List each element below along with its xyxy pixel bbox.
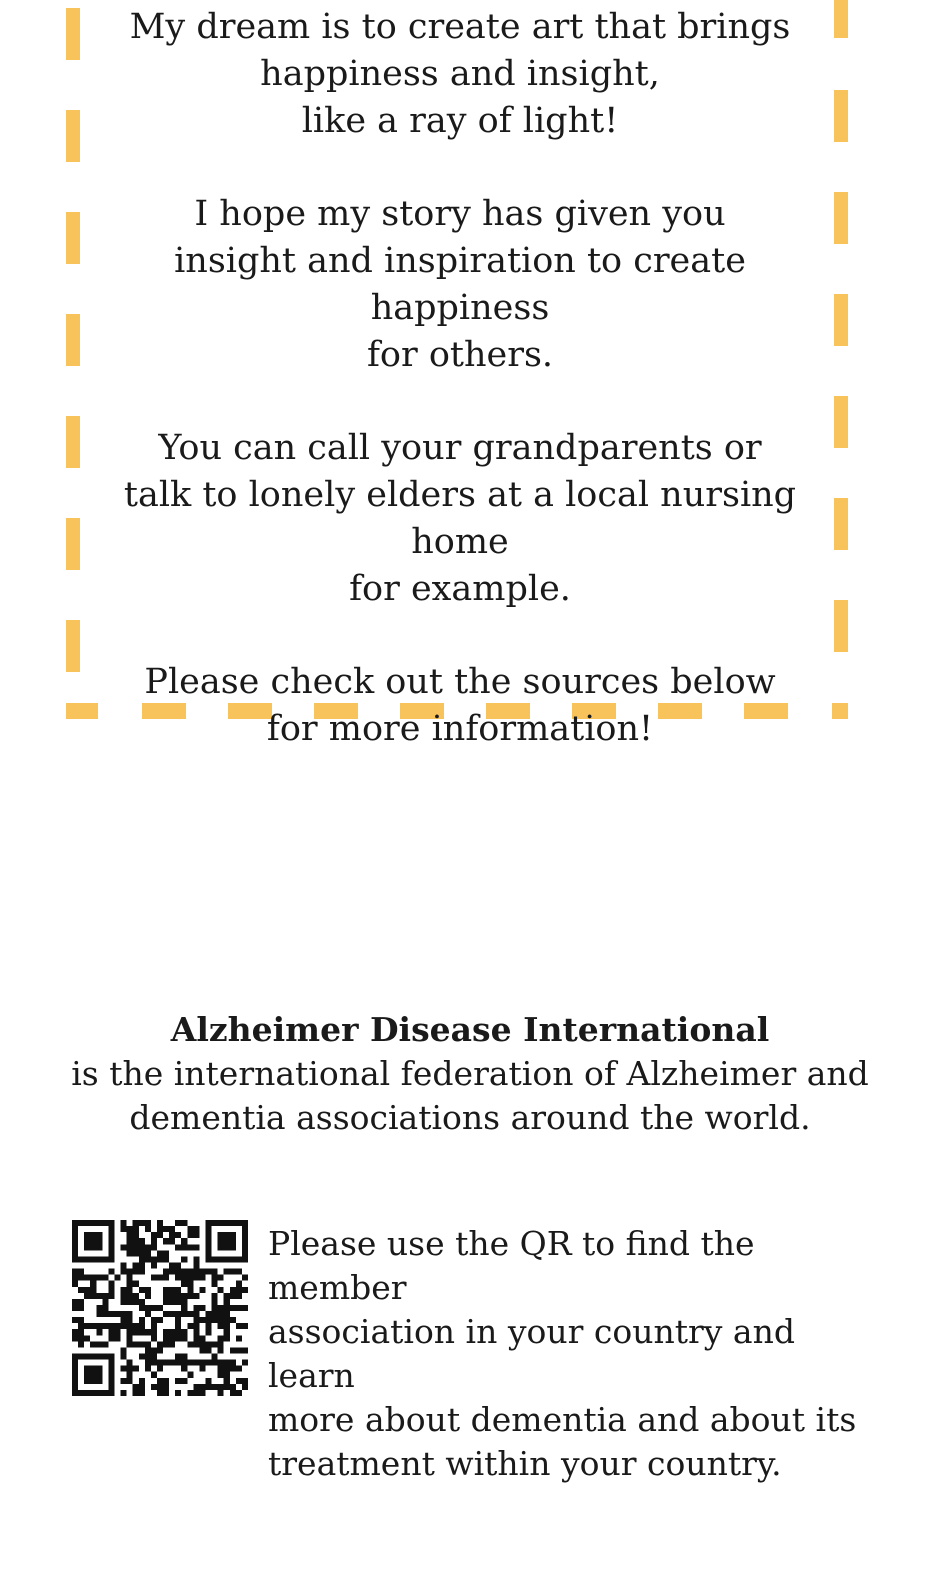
qr-code-icon[interactable] (72, 1220, 248, 1396)
story-paragraph-hope: I hope my story has given you insight and inspiration to create happiness for others. (174, 194, 746, 375)
story-paragraph-sources: Please check out the sources below for more information! (144, 662, 776, 749)
adi-description: is the international federation of Alzheimer and dementia associations around the world. (71, 1054, 869, 1137)
qr-instructions: Please use the QR to find the member association in your country and learn more about dementia and about its treatment within your country. (268, 1224, 857, 1483)
adi-section (40, 1008, 900, 1140)
story-paragraph-dream: My dream is to create art that brings happiness and insight, like a ray of light! (129, 7, 791, 141)
frame-right-border (834, 0, 848, 700)
story-text (90, 4, 830, 799)
frame-left-border (66, 0, 80, 700)
story-paragraph-call: You can call your grandparents or talk to lonely elders at a local nursing home for example. (123, 428, 797, 609)
adi-title: Alzheimer Disease International (170, 1010, 770, 1049)
